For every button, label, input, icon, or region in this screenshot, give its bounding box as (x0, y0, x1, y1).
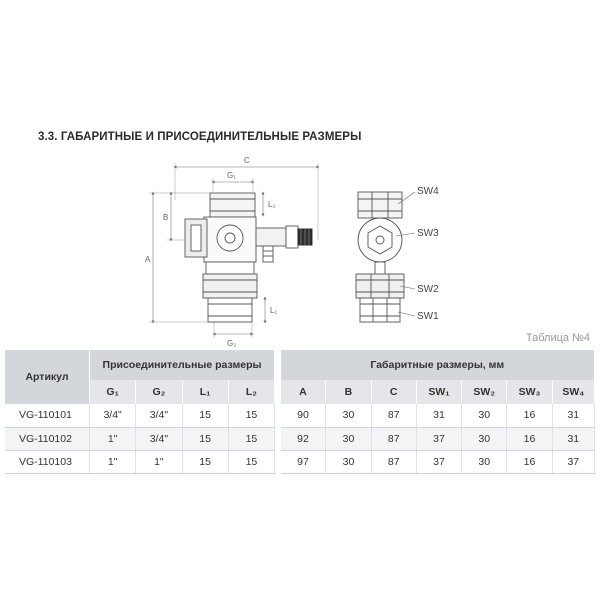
table-row (5, 404, 595, 427)
table-cell: 15 (182, 404, 228, 427)
col-header: L₂ (228, 380, 274, 404)
table-caption: Таблица №4 (525, 332, 590, 344)
table-cell: 1" (89, 450, 135, 473)
dim-label-l2: L₂ (268, 200, 276, 209)
table-cell: 92 (281, 427, 326, 450)
col-header: A (281, 380, 326, 404)
table-cell: 97 (281, 450, 326, 473)
table-cell: 31 (416, 404, 461, 427)
dim-label-g1: G₁ (227, 171, 236, 180)
col-header: G₁ (89, 380, 135, 404)
label-sw4: SW4 (417, 186, 439, 197)
table-cell: 15 (182, 450, 228, 473)
label-sw1: SW1 (417, 311, 439, 322)
table-cell: 30 (326, 404, 371, 427)
table-cell: 87 (371, 450, 416, 473)
col-header: SW₃ (507, 380, 552, 404)
table-row (5, 427, 595, 450)
column-header-row (5, 380, 595, 404)
col-header: B (326, 380, 371, 404)
col-header: SW₄ (552, 380, 594, 404)
table-cell: 1" (89, 427, 135, 450)
valve-front-view (149, 163, 318, 338)
table-cell: 3/4" (136, 404, 182, 427)
article-header: Артикул (5, 350, 89, 404)
col-header: SW₁ (416, 380, 461, 404)
table-cell: 31 (552, 427, 594, 450)
dim-label-c: C (244, 156, 250, 165)
table-row (5, 450, 595, 473)
dim-label-b: B (163, 213, 169, 222)
table-cell: 30 (462, 450, 507, 473)
table-cell: 37 (416, 450, 461, 473)
table-cell: 3/4" (89, 404, 135, 427)
table-cell: 37 (552, 450, 594, 473)
col-header: L₁ (182, 380, 228, 404)
overall-group-header: Габаритные размеры, мм (281, 350, 595, 380)
col-header: SW₂ (462, 380, 507, 404)
table-cell: 87 (371, 427, 416, 450)
table-cell: 15 (182, 427, 228, 450)
table-cell: 90 (281, 404, 326, 427)
table-cell: VG-110103 (5, 450, 89, 473)
table-cell: 3/4" (136, 427, 182, 450)
table-cell: 31 (552, 404, 594, 427)
table-cell: 30 (462, 427, 507, 450)
connection-group-header: Присоединительные размеры (89, 350, 274, 380)
valve-side-view (356, 192, 415, 322)
table-cell: 87 (371, 404, 416, 427)
dim-label-a: A (145, 255, 151, 264)
table-cell: VG-110102 (5, 427, 89, 450)
table-cell: 30 (462, 404, 507, 427)
label-sw2: SW2 (417, 284, 439, 295)
dim-label-g2: G₂ (227, 339, 237, 348)
table-cell: 1" (136, 450, 182, 473)
section-title: 3.3. ГАБАРИТНЫЕ И ПРИСОЕДИНИТЕЛЬНЫЕ РАЗМЕРЫ (38, 131, 362, 143)
table-cell: 15 (228, 404, 274, 427)
table-cell: 37 (416, 427, 461, 450)
table-cell: 16 (507, 450, 552, 473)
table-cell: 15 (228, 427, 274, 450)
table-cell: 30 (326, 450, 371, 473)
table-cell: VG-110101 (5, 404, 89, 427)
table-cell: 30 (326, 427, 371, 450)
table-cell: 16 (507, 404, 552, 427)
table-cell: 15 (228, 450, 274, 473)
table-cell: 16 (507, 427, 552, 450)
dim-label-l1: L₁ (270, 306, 278, 315)
label-sw3: SW3 (417, 228, 439, 239)
col-header: G₂ (136, 380, 182, 404)
dimensions-table (5, 350, 595, 474)
col-header: C (371, 380, 416, 404)
